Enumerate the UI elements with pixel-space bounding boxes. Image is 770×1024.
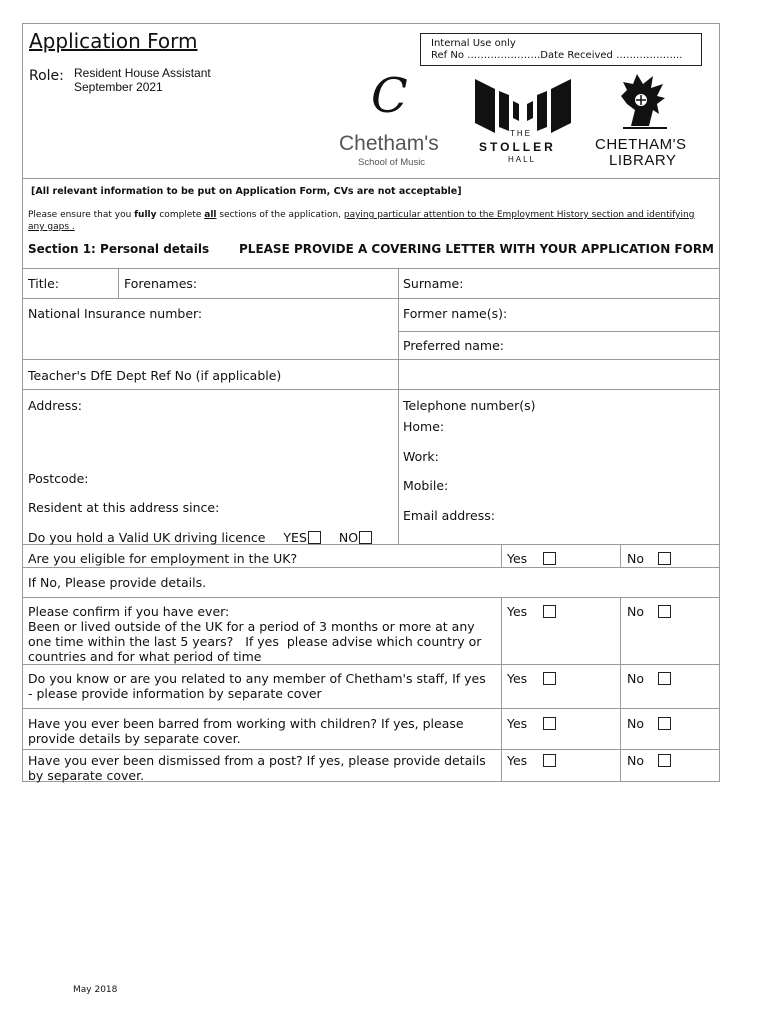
eligibility-no-checkbox[interactable]: [658, 552, 671, 565]
row-divider: [23, 708, 719, 709]
yes-label: Yes: [507, 604, 528, 619]
yes-label: Yes: [507, 753, 528, 768]
driving-no-label: NO: [338, 530, 359, 545]
driving-licence-question: [28, 530, 372, 545]
internal-ref-line: Ref No ………………….Date Received ………………..: [431, 50, 683, 61]
role-value: [74, 66, 211, 94]
driving-no-checkbox[interactable]: [359, 531, 372, 544]
row-divider: [23, 268, 719, 269]
stoller-hall: HALL: [508, 155, 537, 164]
related-staff-no: [627, 671, 671, 686]
no-label: No: [627, 551, 644, 566]
barred-no-checkbox[interactable]: [658, 717, 671, 730]
library-line-2: LIBRARY: [609, 152, 677, 169]
library-line-1: CHETHAM'S: [595, 136, 687, 153]
section-1-title: Section 1: Personal details: [28, 242, 210, 256]
stoller-the: THE: [510, 129, 532, 138]
barred-yes-checkbox[interactable]: [543, 717, 556, 730]
former-name-label: Former name(s):: [403, 306, 508, 321]
stoller-name: STOLLER: [479, 140, 556, 154]
row-divider: [23, 298, 719, 299]
col-divider: [620, 597, 621, 781]
ensure-text-b: complete: [156, 210, 205, 220]
form-header: [23, 24, 719, 179]
eligibility-yes-checkbox[interactable]: [543, 552, 556, 565]
related-staff-question: Do you know or are you related to any member of Chetham's staff, If yes - please provide information by separate cover: [28, 671, 486, 701]
griffin-crest-icon: [613, 70, 673, 130]
barred-question: Have you ever been barred from working with children? If yes, please provide details by separate cover.: [28, 716, 464, 746]
stoller-hall-mark: [473, 77, 573, 135]
outside-uk-yes: [507, 604, 556, 619]
dismissed-no: [627, 753, 671, 768]
application-form: [22, 23, 720, 782]
chethams-glyph: C: [371, 68, 408, 124]
related-staff-no-checkbox[interactable]: [658, 672, 671, 685]
work-phone-label: Work:: [403, 449, 439, 464]
resident-since-label: Resident at this address since:: [28, 500, 220, 515]
row-divider: [398, 331, 719, 332]
footer-date: May 2018: [73, 985, 118, 995]
ensure-text-a: Please ensure that you: [28, 210, 135, 220]
telephone-label: Telephone number(s): [403, 398, 536, 413]
ensure-text-c: sections of the application,: [216, 210, 344, 220]
role-line-1: Resident House Assistant: [74, 66, 211, 80]
dismissed-yes: [507, 753, 556, 768]
yes-label: Yes: [507, 716, 528, 731]
forenames-field-label: Forenames:: [124, 276, 198, 291]
row-divider: [23, 567, 719, 568]
related-staff-yes-checkbox[interactable]: [543, 672, 556, 685]
ensure-notice: [28, 209, 708, 233]
outside-uk-no: [627, 604, 671, 619]
address-label: Address:: [28, 398, 82, 413]
yes-label: Yes: [507, 671, 528, 686]
eligibility-question: Are you eligible for employment in the UK?: [28, 551, 298, 566]
internal-use-box: [420, 33, 702, 66]
no-label: No: [627, 671, 644, 686]
home-phone-label: Home:: [403, 419, 445, 434]
if-no-details: If No, Please provide details.: [28, 575, 207, 590]
row-divider: [23, 664, 719, 665]
surname-field-label: Surname:: [403, 276, 464, 291]
ensure-text-d: paying particular attention to the Employment History section and identifying any gaps .: [28, 210, 695, 232]
covering-letter-notice: PLEASE PROVIDE A COVERING LETTER WITH YOUR APPLICATION FORM: [239, 242, 714, 256]
ni-field-label: National Insurance number:: [28, 306, 203, 321]
mobile-phone-label: Mobile:: [403, 478, 449, 493]
role-line-2: September 2021: [74, 80, 163, 94]
col-divider: [620, 544, 621, 567]
dismissed-no-checkbox[interactable]: [658, 754, 671, 767]
row-divider: [23, 597, 719, 598]
eligibility-yes: [507, 551, 556, 566]
col-divider: [118, 268, 119, 298]
no-label: No: [627, 604, 644, 619]
col-divider: [501, 597, 502, 781]
ensure-fully: fully: [134, 210, 157, 220]
driving-yes-checkbox[interactable]: [308, 531, 321, 544]
cv-notice: [All relevant information to be put on Application Form, CVs are not acceptable]: [31, 186, 462, 197]
driving-licence-text: Do you hold a Valid UK driving licence: [28, 530, 266, 545]
eligibility-no: [627, 551, 671, 566]
outside-uk-yes-checkbox[interactable]: [543, 605, 556, 618]
internal-use-label: Internal Use only: [431, 38, 516, 49]
chethams-sub: School of Music: [358, 157, 426, 168]
dismissed-question: Have you ever been dismissed from a post? If yes, please provide details by separate cover.: [28, 753, 486, 783]
title-field-label: Title:: [28, 276, 59, 291]
preferred-name-label: Preferred name:: [403, 338, 505, 353]
no-label: No: [627, 716, 644, 731]
role-label: Role:: [29, 68, 64, 84]
outside-uk-question: Please confirm if you have ever: Been or lived outside of the UK for a period of 3 months or more at any one time within the last 5 years? If yes please advise which country or countries and for what period of time: [28, 604, 482, 664]
col-divider: [398, 268, 399, 544]
barred-no: [627, 716, 671, 731]
row-divider: [23, 749, 719, 750]
instructions: [23, 178, 719, 256]
row-divider: [23, 359, 719, 360]
no-label: No: [627, 753, 644, 768]
ensure-all: all: [204, 210, 217, 220]
col-divider: [501, 544, 502, 567]
related-staff-yes: [507, 671, 556, 686]
postcode-label: Postcode:: [28, 471, 89, 486]
form-title: Application Form: [29, 29, 198, 53]
yes-label: Yes: [507, 551, 528, 566]
driving-yes-label: YES: [283, 530, 307, 545]
email-label: Email address:: [403, 508, 495, 523]
dfe-ref-label: Teacher's DfE Dept Ref No (if applicable): [28, 368, 282, 383]
dismissed-yes-checkbox[interactable]: [543, 754, 556, 767]
chethams-name: Chetham's: [339, 132, 439, 155]
row-divider: [23, 389, 719, 390]
barred-yes: [507, 716, 556, 731]
outside-uk-no-checkbox[interactable]: [658, 605, 671, 618]
